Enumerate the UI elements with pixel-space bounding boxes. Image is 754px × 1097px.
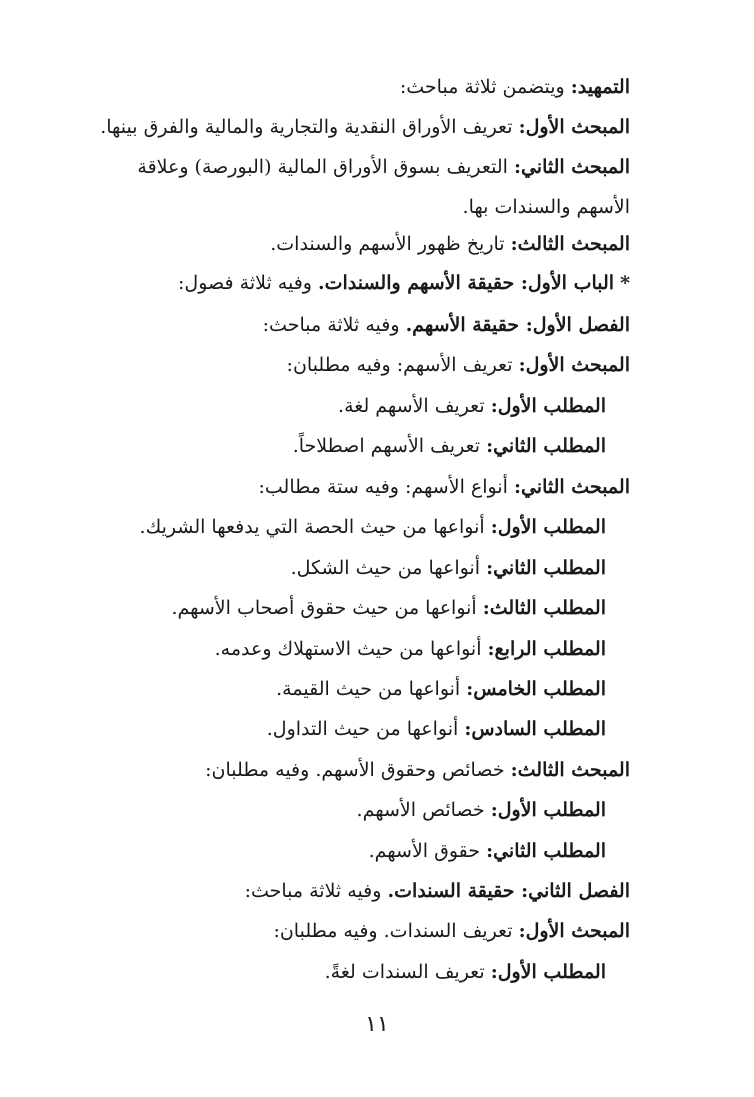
entry-text: أنواع الأسهم: وفيه ستة مطالب: <box>258 476 508 498</box>
page-number: ١١ <box>365 1012 389 1037</box>
entry-text: وفيه ثلاثة فصول: <box>178 272 312 294</box>
entry-text: وفيه ثلاثة مباحث: <box>244 880 382 902</box>
entry-label: المطلب الثاني: <box>486 435 606 457</box>
entry-text: تعريف الأوراق النقدية والتجارية والمالية والفرق بينها. <box>100 116 513 138</box>
entry-text: أنواعها من حيث القيمة. <box>276 678 461 700</box>
outline-entry-ch1-section-1 <box>287 352 630 378</box>
entry-text: خصائص الأسهم. <box>356 799 485 821</box>
entry-label: المبحث الثاني: <box>513 476 630 498</box>
entry-label: الفصل الثاني: حقيقة السندات. <box>387 880 630 902</box>
entry-text: تعريف الأسهم لغة. <box>338 395 485 417</box>
entry-label: المبحث الثالث: <box>510 233 630 255</box>
outline-entry-ch1-s2-topic-4 <box>215 636 606 662</box>
outline-entry-ch1-s2-topic-5 <box>276 676 606 702</box>
entry-text: أنواعها من حيث التداول. <box>266 718 459 740</box>
outline-entry-ch1-s2-topic-6 <box>267 716 606 742</box>
entry-label: المطلب الأول: <box>490 799 606 821</box>
entry-label: المطلب السادس: <box>464 718 606 740</box>
outline-entry-intro-section-2 <box>80 147 630 227</box>
entry-text: تعريف الأسهم اصطلاحاً. <box>292 435 481 457</box>
outline-entry-ch1-s1-topic-2 <box>293 433 606 459</box>
entry-label: التمهيد: <box>570 76 630 98</box>
entry-label: المطلب الثالث: <box>482 597 606 619</box>
entry-text: خصائص وحقوق الأسهم. وفيه مطلبان: <box>205 759 505 781</box>
entry-text: وفيه ثلاثة مباحث: <box>262 314 400 336</box>
outline-entry-ch1-s3-topic-1 <box>357 797 606 823</box>
entry-text: تعريف الأسهم: وفيه مطلبان: <box>286 354 513 376</box>
entry-text: أنواعها من حيث الاستهلاك وعدمه. <box>214 638 482 660</box>
outline-entry-intro-section-1 <box>100 114 630 140</box>
outline-entry-chapter-1 <box>263 312 630 338</box>
entry-text: حقوق الأسهم. <box>368 840 481 862</box>
outline-entry-intro-section-3 <box>270 231 630 257</box>
entry-label: المطلب الخامس: <box>466 678 606 700</box>
entry-label: المطلب الرابع: <box>487 638 606 660</box>
outline-entry-ch1-s3-topic-2 <box>369 838 606 864</box>
asterisk-bullet: * <box>620 272 630 294</box>
entry-label: المبحث الأول: <box>518 920 630 942</box>
outline-entry-intro <box>400 74 630 100</box>
outline-entry-ch1-s2-topic-3 <box>171 595 606 621</box>
outline-entry-ch1-section-3 <box>205 757 630 783</box>
outline-entry-part-1 <box>178 270 630 296</box>
entry-text: تعريف السندات لغةً. <box>324 961 485 983</box>
entry-text: ويتضمن ثلاثة مباحث: <box>399 76 565 98</box>
entry-label: المبحث الثالث: <box>510 759 630 781</box>
outline-entry-ch1-s1-topic-1 <box>338 393 606 419</box>
entry-label: المطلب الأول: <box>490 516 606 538</box>
entry-label: الباب الأول: حقيقة الأسهم والسندات. <box>318 272 615 294</box>
entry-label: المطلب الثاني: <box>486 557 606 579</box>
outline-entry-chapter-2 <box>245 878 630 904</box>
outline-entry-ch1-s2-topic-1 <box>140 514 606 540</box>
entry-text: التعريف بسوق الأوراق المالية (البورصة) وعلاقة الأسهم والسندات بها. <box>137 156 630 218</box>
outline-entry-ch2-s1-topic-1 <box>325 959 606 985</box>
entry-label: المبحث الأول: <box>518 354 630 376</box>
entry-label: الفصل الأول: حقيقة الأسهم. <box>405 314 630 336</box>
entry-text: تعريف السندات. وفيه مطلبان: <box>273 920 513 942</box>
entry-text: أنواعها من حيث الحصة التي يدفعها الشريك. <box>139 516 485 538</box>
entry-label: المبحث الثاني: <box>513 156 630 178</box>
entry-label: المبحث الأول: <box>518 116 630 138</box>
entry-text: أنواعها من حيث الشكل. <box>290 557 481 579</box>
entry-text: تاريخ ظهور الأسهم والسندات. <box>270 233 505 255</box>
entry-label: المطلب الثاني: <box>486 840 606 862</box>
entry-text: أنواعها من حيث حقوق أصحاب الأسهم. <box>171 597 477 619</box>
outline-entry-ch1-section-2 <box>258 474 630 500</box>
entry-label: المطلب الأول: <box>490 395 606 417</box>
outline-entry-ch1-s2-topic-2 <box>291 555 606 581</box>
entry-label: المطلب الأول: <box>490 961 606 983</box>
outline-entry-ch2-section-1 <box>273 918 630 944</box>
